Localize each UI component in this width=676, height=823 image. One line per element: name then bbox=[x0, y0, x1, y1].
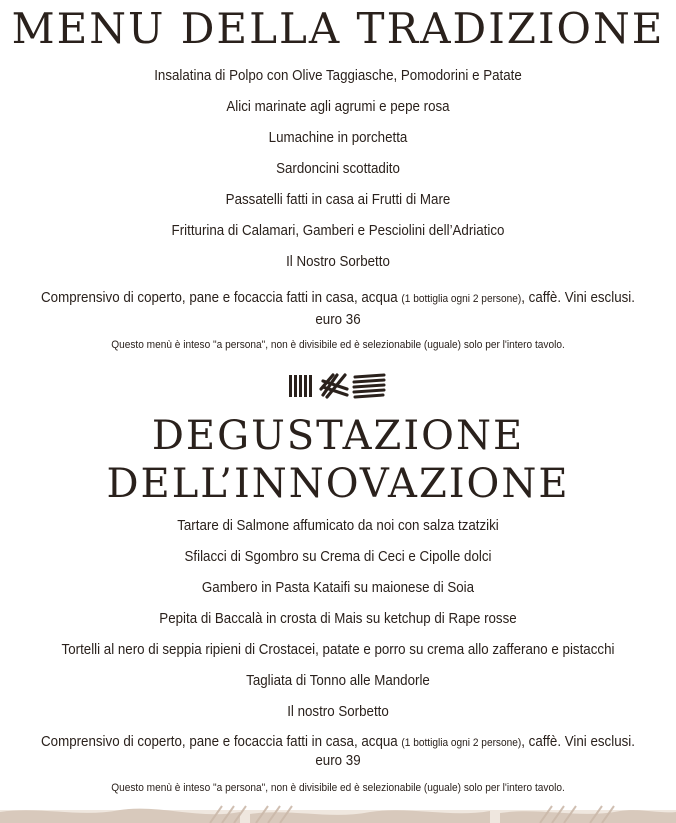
degustazione-title-line2: DELL’INNOVAZIONE bbox=[106, 461, 570, 507]
menu-note: Questo menù è inteso "a persona", non è divisibile ed è selezionabile (uguale) solo per l'intero tavolo. bbox=[111, 339, 565, 351]
decorative-footer-pattern bbox=[0, 800, 676, 823]
included-text bbox=[27, 289, 649, 308]
menu-item: Gambero in Pasta Kataifi su maionese di Soia bbox=[201, 580, 475, 596]
menu-tradizione-title: MENU DELLA TRADIZIONE bbox=[11, 4, 665, 53]
menu-item: Tortelli al nero di seppia ripieni di Crostacei, patate e porro su crema allo zafferano e pistacchi bbox=[61, 642, 615, 658]
menu-item: Lumachine in porchetta bbox=[268, 130, 408, 146]
included-text-a: Comprensivo di coperto, pane e focaccia fatti in casa, acqua bbox=[41, 290, 398, 306]
menu-item: Sfilacci di Sgombro su Crema di Ceci e Cipolle dolci bbox=[184, 549, 492, 565]
included-text bbox=[27, 733, 649, 752]
degustazione-title-line1: DEGUSTAZIONE bbox=[151, 413, 525, 459]
menu-item: Tagliata di Tonno alle Mandorle bbox=[246, 673, 430, 689]
decorative-stripes-icon bbox=[287, 371, 387, 399]
included-text-small: (1 bottiglia ogni 2 persone) bbox=[401, 293, 522, 305]
menu-item: Alici marinate agli agrumi e pepe rosa bbox=[226, 99, 450, 115]
included-text-b: , caffè. Vini esclusi. bbox=[521, 734, 635, 750]
price: euro 36 bbox=[315, 312, 361, 328]
price: euro 39 bbox=[315, 753, 361, 769]
menu-item: Tartare di Salmone affumicato da noi con salza tzatziki bbox=[177, 518, 499, 534]
menu-item: Il nostro Sorbetto bbox=[287, 704, 389, 720]
menu-note: Questo menù è inteso "a persona", non è divisibile ed è selezionabile (uguale) solo per l'intero tavolo. bbox=[111, 782, 565, 794]
menu-item: Il Nostro Sorbetto bbox=[286, 254, 390, 270]
menu-item: Pepita di Baccalà in crosta di Mais su ketchup di Rape rosse bbox=[159, 611, 517, 627]
included-text-small: (1 bottiglia ogni 2 persone) bbox=[401, 737, 522, 749]
menu-item: Sardoncini scottadito bbox=[276, 161, 400, 177]
menu-item: Insalatina di Polpo con Olive Taggiasche, Pomodorini e Patate bbox=[154, 68, 522, 84]
included-text-a: Comprensivo di coperto, pane e focaccia fatti in casa, acqua bbox=[41, 734, 398, 750]
menu-item: Fritturina di Calamari, Gamberi e Pesciolini dell’Adriatico bbox=[171, 223, 505, 239]
included-text-b: , caffè. Vini esclusi. bbox=[521, 290, 635, 306]
menu-item: Passatelli fatti in casa ai Frutti di Mare bbox=[225, 192, 451, 208]
